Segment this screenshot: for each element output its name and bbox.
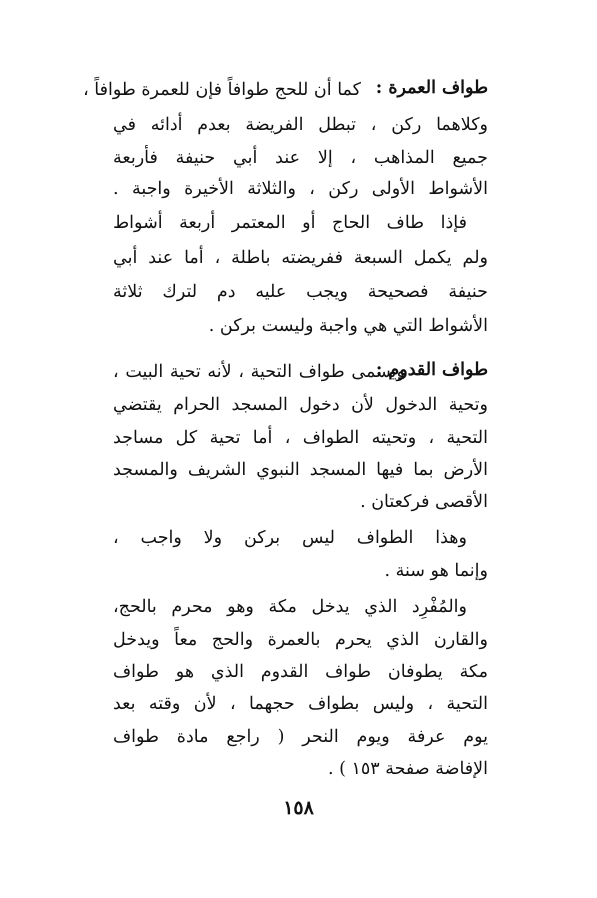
paragraph-line: حنيفة فصحيحة ويجب عليه دم لترك ثلاثة	[113, 282, 488, 302]
paragraph-line: الأشواط الأولى ركن ، والثلاثة الأخيرة واجبة .	[113, 179, 488, 199]
paragraph-line: ويسمى طواف التحية ، لأنه تحية البيت ،	[113, 362, 405, 382]
paragraph-line: وكلاهما ركن ، تبطل الفريضة بعدم أدائه في	[113, 115, 488, 135]
paragraph-line: التحية ، وليس بطواف حجهما ، لأن وقته بعد	[113, 694, 488, 714]
paragraph-line: جميع المذاهب ، إلا عند أبي حنيفة فأربعة	[113, 148, 488, 168]
paragraph-line: فإذا طاف الحاج أو المعتمر أربعة أشواط	[113, 213, 467, 233]
paragraph-line: الأشواط التي هي واجبة وليست بركن .	[208, 316, 488, 336]
paragraph-line: كما أن للحج طوافاً فإن للعمرة طوافاً ،	[83, 80, 361, 100]
paragraph-line: والقارن الذي يحرم بالعمرة والحج معاً ويدخل	[113, 630, 488, 650]
paragraph-line: ولم يكمل السبعة ففريضته باطلة ، أما عند أبي	[113, 248, 488, 268]
paragraph-line: يوم عرفة ويوم النحر ( راجع مادة طواف	[113, 727, 488, 747]
heading-umrah-tawaf: طواف العمرة :	[375, 78, 488, 98]
paragraph-line: وهذا الطواف ليس بركن ولا واجب ،	[113, 528, 467, 548]
paragraph-line: الأرض بما فيها المسجد النبوي الشريف والمسجد	[113, 460, 488, 480]
heading-qudum-tawaf: طواف القدوم :	[375, 360, 488, 380]
paragraph-line: والمُفْرِد الذي يدخل مكة وهو محرم بالحج،	[113, 597, 467, 617]
paragraph-line: التحية ، وتحيته الطواف ، أما تحية كل مساجد	[113, 428, 488, 448]
paragraph-line: الأقصى فركعتان .	[360, 492, 488, 512]
paragraph-line: وإنما هو سنة .	[384, 561, 488, 581]
paragraph-line: الإفاضة صفحة ١٥٣ ) .	[327, 759, 488, 779]
page-number: ١٥٨	[283, 797, 314, 819]
paragraph-line: وتحية الدخول لأن دخول المسجد الحرام يقتضي	[113, 395, 488, 415]
paragraph-line: مكة يطوفان طواف القدوم الذي هو طواف	[113, 662, 488, 682]
